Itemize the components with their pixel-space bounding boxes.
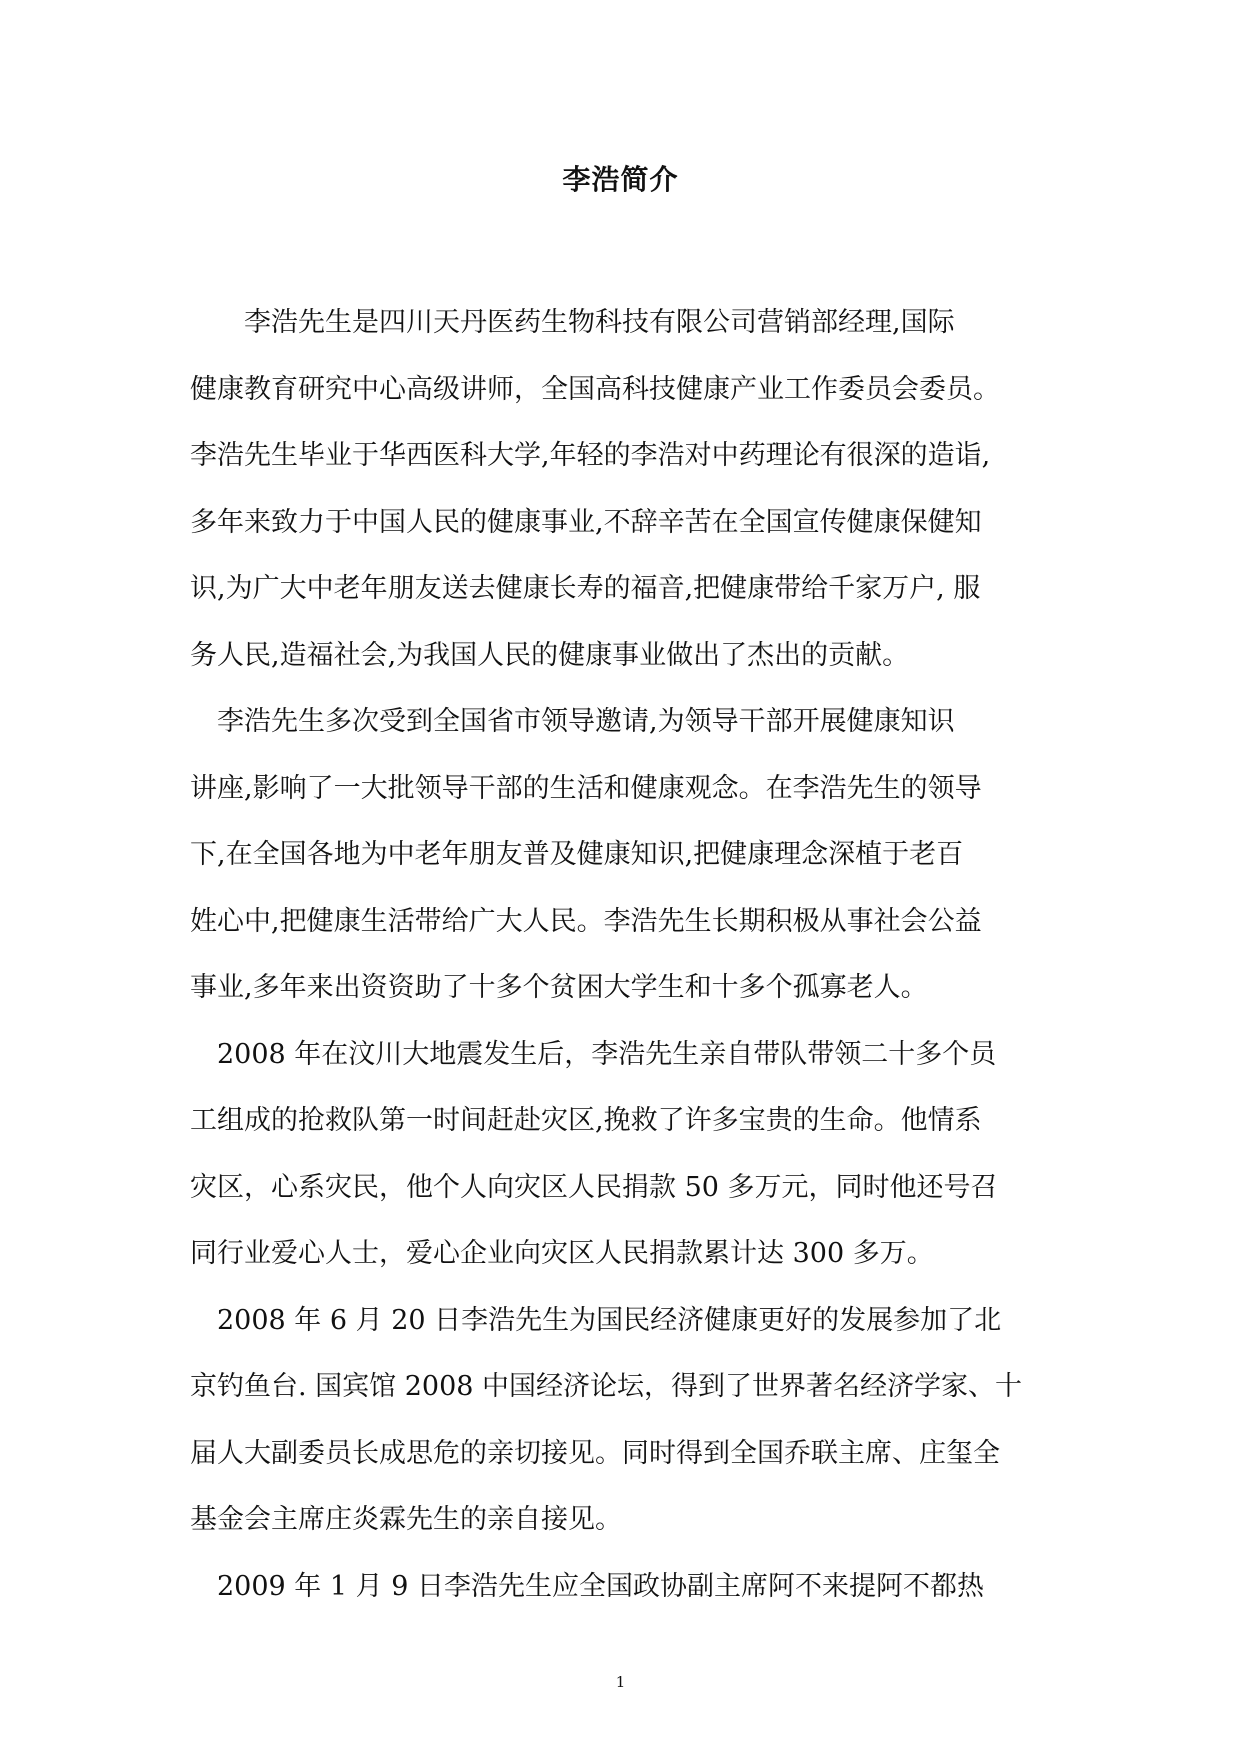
paragraph-lectures: [190, 689, 1060, 1022]
text-line: 多年来致力于中国人民的健康事业,不辞辛苦在全国宣传健康保健知: [190, 506, 982, 538]
text-line: 讲座,影响了一大批领导干部的生活和健康观念。在李浩先生的领导: [190, 772, 982, 804]
text-line: 务人民,造福社会,为我国人民的健康事业做出了杰出的贡献。: [190, 639, 910, 671]
text-line: 工组成的抢救队第一时间赶赴灾区,挽救了许多宝贵的生命。他情系: [190, 1105, 982, 1136]
paragraph-earthquake: [190, 1022, 1060, 1288]
text-line: 基金会主席庄炎霖先生的亲自接见。: [190, 1504, 622, 1535]
paragraph-2009: [190, 1554, 1060, 1621]
paragraph-intro: [190, 290, 1060, 689]
text-line: 2009 年 1 月 9 日李浩先生应全国政协副主席阿不来提阿不都热: [190, 1570, 984, 1602]
text-line: 届人大副委员长成思危的亲切接见。同时得到全国乔联主席、庄玺全: [190, 1437, 1000, 1469]
text-line: 灾区，心系灾民，他个人向灾区人民捐款 50 多万元，同时他还号召: [190, 1171, 998, 1203]
text-line: 李浩先生多次受到全国省市领导邀请,为领导干部开展健康知识: [190, 706, 955, 737]
text-line: 下,在全国各地为中老年朋友普及健康知识,把健康理念深植于老百: [190, 839, 964, 870]
document-body: [190, 290, 1060, 1620]
text-line: 京钓鱼台. 国宾馆 2008 中国经济论坛，得到了世界著名经济学家、十: [190, 1371, 1023, 1402]
text-line: 2008 年在汶川大地震发生后，李浩先生亲自带队带领二十多个员: [190, 1038, 997, 1070]
document-title: 李浩简介: [562, 163, 679, 196]
text-line: 事业,多年来出资资助了十多个贫困大学生和十多个孤寡老人。: [190, 972, 928, 1003]
paragraph-forum: [190, 1288, 1060, 1554]
text-line: 李浩先生毕业于华西医科大学,年轻的李浩对中药理论有很深的造诣,: [190, 440, 991, 471]
page-number: 1: [615, 1673, 626, 1691]
text-line: 李浩先生是四川天丹医药生物科技有限公司营销部经理,国际: [190, 307, 955, 338]
text-line: 姓心中,把健康生活带给广大人民。李浩先生长期积极从事社会公益: [190, 905, 982, 937]
text-line: 2008 年 6 月 20 日李浩先生为国民经济健康更好的发展参加了北: [190, 1304, 1002, 1336]
text-line: 健康教育研究中心高级讲师，全国高科技健康产业工作委员会委员。: [190, 373, 1000, 405]
text-line: 识,为广大中老年朋友送去健康长寿的福音,把健康带给千家万户, 服: [190, 573, 981, 604]
text-line: 同行业爱心人士，爱心企业向灾区人民捐款累计达 300 多万。: [190, 1238, 934, 1269]
